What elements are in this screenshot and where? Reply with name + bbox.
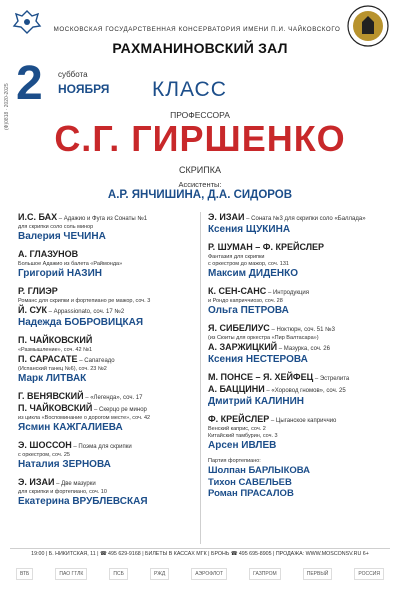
work-note: (Испанский танец №6), соч. 23 №2 <box>18 366 107 372</box>
event-month: НОЯБРЯ <box>58 82 110 96</box>
professor-name: С.Г. ГИРШЕНКО <box>54 118 346 159</box>
performer: Наталия ЗЕРНОВА <box>18 459 111 470</box>
program-item <box>18 391 198 434</box>
work-note: Китайский тамбурин, соч. 3 <box>208 433 278 439</box>
program-item <box>208 242 388 280</box>
performer: Ольга ПЕТРОВА <box>208 305 289 316</box>
work: – «Хоровод гномов», соч. 25 <box>264 388 346 394</box>
sponsor-logo: РОССИЯ <box>354 568 384 580</box>
composer: Г. ВЕНЯВСКИЙ <box>18 391 84 401</box>
sponsor-logo: РЖД <box>150 568 169 580</box>
performer: Ясмин КАЖГАЛИЕВА <box>18 422 123 433</box>
work-note: Венский каприс, соч. 2 <box>208 426 266 432</box>
ministry-emblem-icon <box>12 8 42 36</box>
sponsor-strip <box>16 566 384 582</box>
work: – Интродукция <box>266 290 310 296</box>
sponsor-logo: ВТБ <box>16 568 33 580</box>
hall-name: РАХМАНИНОВСКИЙ ЗАЛ <box>112 40 288 56</box>
program-item <box>18 335 198 385</box>
performer: Ксения НЕСТЕРОВА <box>208 354 308 365</box>
composer: Ф. КРЕЙСЛЕР <box>208 414 270 424</box>
composer: М. ПОНСЕ – Я. ХЕЙФЕЦ <box>208 372 314 382</box>
footer-divider <box>10 548 390 549</box>
accompanist-name: Роман ПРАСАЛОВ <box>208 488 294 499</box>
work: – Appassionato, соч. 17 №2 <box>46 309 125 315</box>
program-item <box>208 372 388 408</box>
program-item <box>18 212 198 243</box>
sponsor-logo: ПСБ <box>109 568 128 580</box>
work-note: Большое Адажио из балета «Раймонда» <box>18 261 123 267</box>
composer: К. СЕН-САНС <box>208 286 267 296</box>
composer: А. БАЦЦИНИ <box>208 384 265 394</box>
accompanists-label: Партия фортепиано: <box>208 458 261 464</box>
event-day: 2 <box>16 57 43 110</box>
sponsor-logo: ПАО ГТЛК <box>55 568 87 580</box>
composer: Э. ИЗАИ <box>208 212 245 222</box>
composer: Я. СИБЕЛИУС <box>208 323 270 333</box>
program-item <box>18 249 198 280</box>
column-divider <box>200 212 201 544</box>
class-word: КЛАСС <box>152 78 227 101</box>
work-note: (из Сюиты для оркестра «Пир Валтасара») <box>208 335 319 341</box>
composer: П. САРАСАТЕ <box>18 354 78 364</box>
work: – Адажио и Фуга из Сонаты №1 <box>57 216 148 222</box>
assistants-names: А.Р. ЯНЧИШИНА, Д.А. СИДОРОВ <box>107 189 293 201</box>
program-item <box>208 212 388 236</box>
work: – Поэма для скрипки <box>71 444 132 450</box>
program-item <box>18 440 198 471</box>
program-left-column <box>18 212 198 514</box>
work: – «Легенда», соч. 17 <box>83 395 143 401</box>
instrument: СКРИПКА <box>179 165 221 175</box>
performer: Ксения ЩУКИНА <box>208 224 291 235</box>
performer: Марк ЛИТВАК <box>18 373 87 384</box>
work: – Сапатеадо <box>77 358 115 364</box>
work-note: и Рондо каприччиозо, соч. 28 <box>208 298 283 304</box>
sponsor-logo: АЭРОФЛОТ <box>191 568 227 580</box>
composer: Э. ШОССОН <box>18 440 72 450</box>
work-note: для скрипки и фортепиано, соч. 10 <box>18 489 107 495</box>
sponsor-logo: ГАЗПРОМ <box>249 568 281 580</box>
composer: А. ЗАРЖИЦКИЙ <box>208 342 278 352</box>
work: – Соната №3 для скрипки соло «Баллада» <box>244 216 366 222</box>
composer: Р. ШУМАН – Ф. КРЕЙСЛЕР <box>208 242 325 252</box>
work: – Мазурка, соч. 26 <box>277 346 330 352</box>
performer: Екатерина ВРУБЛЕВСКАЯ <box>18 496 148 507</box>
program-item <box>18 286 198 329</box>
work: – Две мазурки <box>54 481 96 487</box>
work: – Эстрелита <box>313 376 350 382</box>
work-note: для скрипки соло соль минор <box>18 224 94 230</box>
side-id: (Ф)0818 · 2020-2025 <box>4 83 10 130</box>
performer: Григорий НАЗИН <box>18 268 102 279</box>
composer: Э. ИЗАИ <box>18 477 55 487</box>
composer: И.С. БАХ <box>18 212 58 222</box>
work: – Цыганское каприччио <box>269 418 337 424</box>
program-right-column <box>208 212 388 506</box>
work-note: с оркестром, соч. 25 <box>18 452 70 458</box>
performer: Надежда БОБРОВИЦКАЯ <box>18 317 144 328</box>
performer: Максим ДИДЕНКО <box>208 268 298 279</box>
conservatory-name: МОСКОВСКАЯ ГОСУДАРСТВЕННАЯ КОНСЕРВАТОРИЯ ИМЕНИ П.И. ЧАЙКОВСКОГО <box>53 26 341 33</box>
composer: А. ГЛАЗУНОВ <box>18 249 79 259</box>
composer: П. ЧАЙКОВСКИЙ <box>18 335 93 345</box>
work-note: Романс для скрипки и фортепиано ре мажор, соч. 3 <box>18 298 151 304</box>
work-note: из цикла «Воспоминание о дорогом месте», соч. 42 <box>18 415 151 421</box>
performer: Валерия ЧЕЧИНА <box>18 231 106 242</box>
accompanists-block <box>208 458 388 500</box>
program-item <box>208 286 388 317</box>
program-item <box>18 477 198 508</box>
composer: Р. ГЛИЭР <box>18 286 58 296</box>
accompanist-name: Шолпан БАРЛЫКОВА <box>208 465 311 476</box>
performer: Дмитрий КАЛИНИН <box>208 396 305 407</box>
program-item <box>208 323 388 366</box>
work-note: с оркестром до мажор, соч. 131 <box>208 261 289 267</box>
work-note: «Размышление», соч. 42 №1 <box>18 347 93 353</box>
composer: П. ЧАЙКОВСКИЙ <box>18 403 93 413</box>
work: – Ноктюрн, соч. 51 №3 <box>269 327 335 333</box>
composer: Й. СУК <box>18 305 47 315</box>
work: – Скерцо ре минор <box>92 407 147 413</box>
work-note: Фантазия для скрипки <box>208 254 265 260</box>
assistants-label: Ассистенты: <box>178 180 222 189</box>
professor-word: ПРОФЕССОРА <box>170 110 230 120</box>
accompanist-name: Тихон САВЕЛЬЕВ <box>208 476 292 488</box>
performer: Арсен ИВЛЕВ <box>208 440 277 451</box>
program-item <box>208 414 388 452</box>
event-weekday: суббота <box>58 70 88 79</box>
sponsor-logo: ПЕРВЫЙ <box>303 568 333 580</box>
footer-info: 19:00 | Б. НИКИТСКАЯ, 11 | ☎ 495 629-9168 | БИЛЕТЫ В КАССАХ МГК | БРОНЬ ☎ 495 695-8905 | ПРОДАЖА: WWW.MOSCONSV.RU 6+ <box>31 551 369 557</box>
